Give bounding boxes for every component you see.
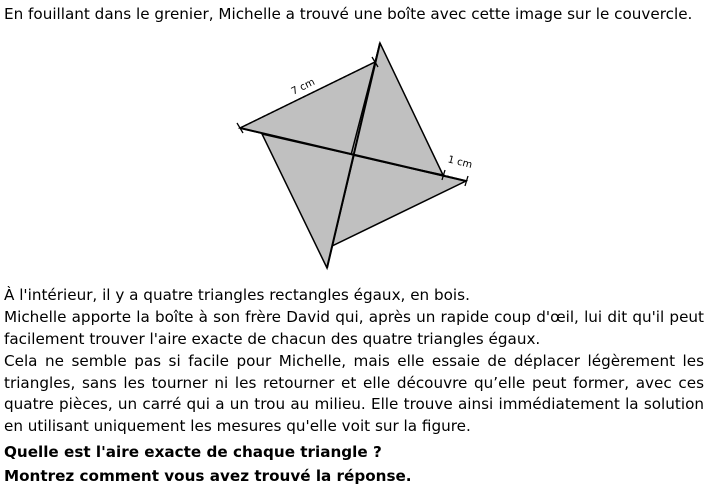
paragraph-cela: Cela ne semble pas si facile pour Michelle, mais elle essaie de déplacer légèrement les triangles, sans les tourner ni les retourner et elle découvre qu’elle peut former, avec ces quatre pièces, un carré qui a un trou au milieu. Elle trouve ainsi immédiatement la solution en utilisant uniquement les mesures qu'elle voit sur la figure. — [4, 352, 704, 435]
intro-text: En fouillant dans le grenier, Michelle a trouvé une boîte avec cette image sur le couvercle. — [4, 5, 693, 23]
label-7cm: 7 cm — [289, 76, 317, 98]
question-justification: Montrez comment vous avez trouvé la réponse. — [4, 467, 412, 485]
paragraph-michelle: Michelle apporte la boîte à son frère David qui, après un rapide coup d'œil, lui dit qu'il peut facilement trouver l'aire exacte de chacun des quatre triangles égaux. — [4, 308, 704, 348]
question-aire: Quelle est l'aire exacte de chaque triangle ? — [4, 443, 382, 461]
label-1cm: 1 cm — [446, 154, 474, 171]
paragraph-interieur: À l'intérieur, il y a quatre triangles rectangles égaux, en bois. — [4, 286, 470, 304]
triangle-bottom-right — [332, 155, 466, 246]
triangle-left — [262, 134, 354, 268]
